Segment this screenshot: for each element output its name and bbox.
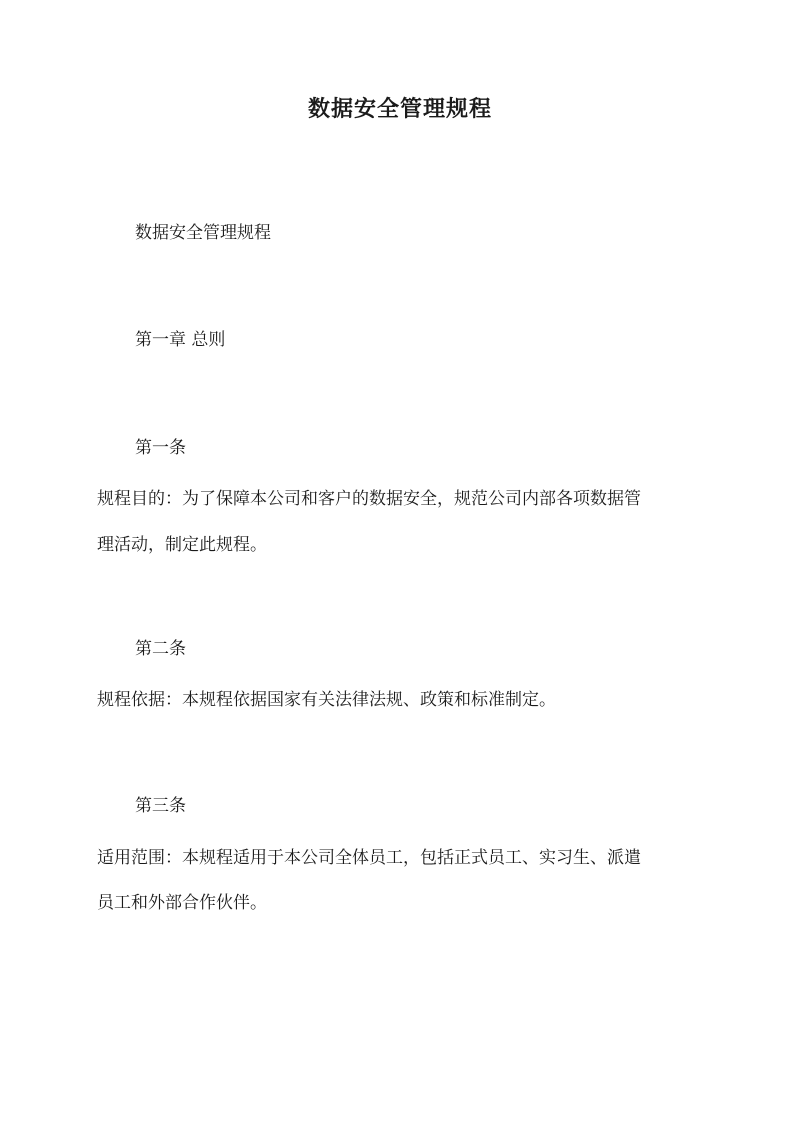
article-2-line-1: 规程依据：本规程依据国家有关法律法规、政策和标准制定。 xyxy=(97,690,556,710)
article-1-heading: 第一条 xyxy=(135,438,186,458)
document-subtitle: 数据安全管理规程 xyxy=(135,223,271,243)
article-3-heading: 第三条 xyxy=(135,796,186,816)
article-3-line-2: 员工和外部合作伙伴。 xyxy=(97,893,267,913)
document-title: 数据安全管理规程 xyxy=(307,96,492,122)
chapter-heading: 第一章 总则 xyxy=(135,330,226,350)
article-1-line-1: 规程目的：为了保障本公司和客户的数据安全，规范公司内部各项数据管 xyxy=(97,489,641,509)
article-2-heading: 第二条 xyxy=(135,639,186,659)
article-3-line-1: 适用范围：本规程适用于本公司全体员工，包括正式员工、实习生、派遣 xyxy=(97,848,641,868)
article-1-line-2: 理活动，制定此规程。 xyxy=(97,535,267,555)
